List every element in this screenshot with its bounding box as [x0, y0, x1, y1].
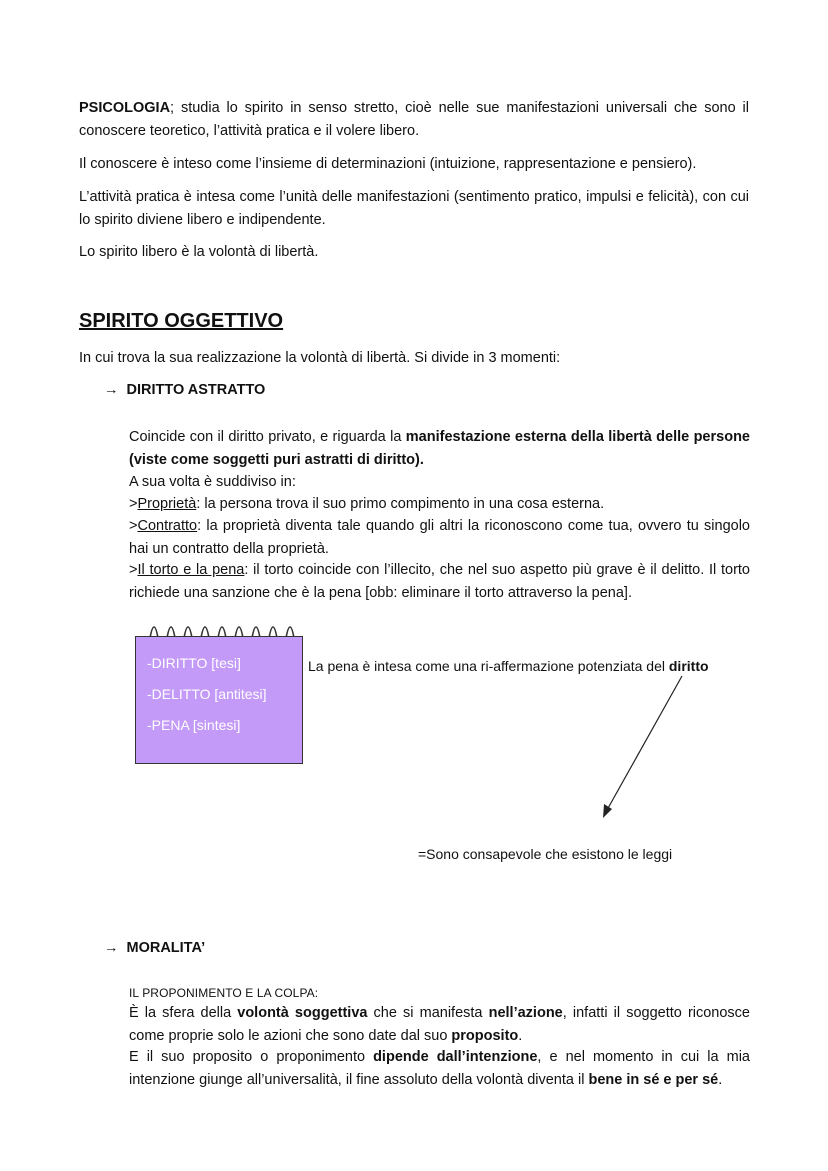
- moralita-item: [104, 940, 205, 956]
- diritto-astratto-title: DIRITTO ASTRATTO: [126, 382, 266, 398]
- conoscere-paragraph: Il conoscere è inteso come l’insieme di determinazioni (intuizione, rappresentazione e pensiero).: [79, 156, 697, 172]
- diritto-astratto-item: [104, 382, 265, 398]
- consapevole-note: =Sono consapevole che esistono le leggi: [418, 846, 673, 862]
- section-heading: SPIRITO OGGETTIVO: [79, 310, 284, 332]
- psicologia-text: ; studia lo spirito in senso stretto, cioè nelle sue manifestazioni universali che sono il conoscere teoretico, l’attività pratica e il volere libero.: [79, 100, 749, 139]
- proprieta-label: Proprietà: [137, 496, 197, 512]
- moralita-paragraph-2: E il suo proposito o proponimento dipende dall’intenzione, e nel momento in cui la mia intenzione giunge all’universalità, il fine assoluto della volontà diventa il bene in sé e per sé.: [129, 1049, 750, 1088]
- contratto-line: >Contratto: la proprietà diventa tale quando gli altri la riconoscono come tua, ovvero tu singolo hai un contratto della proprietà.: [129, 518, 750, 557]
- moralita-title: MORALITA’: [126, 940, 206, 956]
- psicologia-paragraph: [79, 97, 749, 143]
- arrow-right-icon: →: [104, 940, 119, 956]
- spirito-intro: In cui trova la sua realizzazione la volontà di libertà. Si divide in 3 momenti:: [79, 350, 561, 366]
- note-line-pena: -PENA [sintesi]: [147, 717, 241, 733]
- sticky-note: [135, 636, 303, 764]
- diagonal-arrow-icon: [595, 670, 695, 825]
- suddiviso-line: A sua volta è suddiviso in:: [129, 474, 296, 490]
- spirito-libero-paragraph: Lo spirito libero è la volontà di libertà.: [79, 244, 319, 260]
- diritto-bold-word: diritto: [668, 658, 709, 674]
- note-line-delitto: -DELITTO [antitesi]: [147, 686, 267, 702]
- proprieta-line: >Proprietà: la persona trova il suo primo compimento in una cosa esterna.: [129, 496, 605, 512]
- attivita-paragraph: L’attività pratica è intesa come l’unità delle manifestazioni (sentimento pratico, impulsi e felicità), con cui lo spirito diviene libero e indipendente.: [79, 189, 749, 228]
- torto-label: Il torto e la pena: [137, 562, 245, 578]
- moralita-paragraph-1: È la sfera della volontà soggettiva che si manifesta nell’azione, infatti il soggetto riconosce come proprie solo le azioni che sono date dal suo proposito.: [129, 1005, 750, 1044]
- arrow-right-icon: →: [104, 382, 119, 398]
- diritto-paragraph: Coincide con il diritto privato, e riguarda la manifestazione esterna della libertà delle persone (viste come soggetti puri astratti di diritto).: [129, 429, 750, 468]
- note-line-diritto: -DIRITTO [tesi]: [147, 655, 241, 671]
- pena-description: La pena è intesa come una ri-affermazione potenziata del diritto: [308, 658, 709, 674]
- diritto-bold-text: manifestazione esterna della libertà delle persone (viste come soggetti puri astratti di diritto).: [129, 429, 750, 468]
- contratto-label: Contratto: [137, 518, 198, 534]
- psicologia-label: PSICOLOGIA: [79, 100, 171, 116]
- torto-line: >Il torto e la pena: il torto coincide con l’illecito, che nel suo aspetto più grave è il delitto. Il torto richiede una sanzione che è la pena [obb: eliminare il torto attraverso la pena].: [129, 562, 750, 601]
- proponimento-subtitle: IL PROPONIMENTO E LA COLPA:: [129, 986, 319, 1000]
